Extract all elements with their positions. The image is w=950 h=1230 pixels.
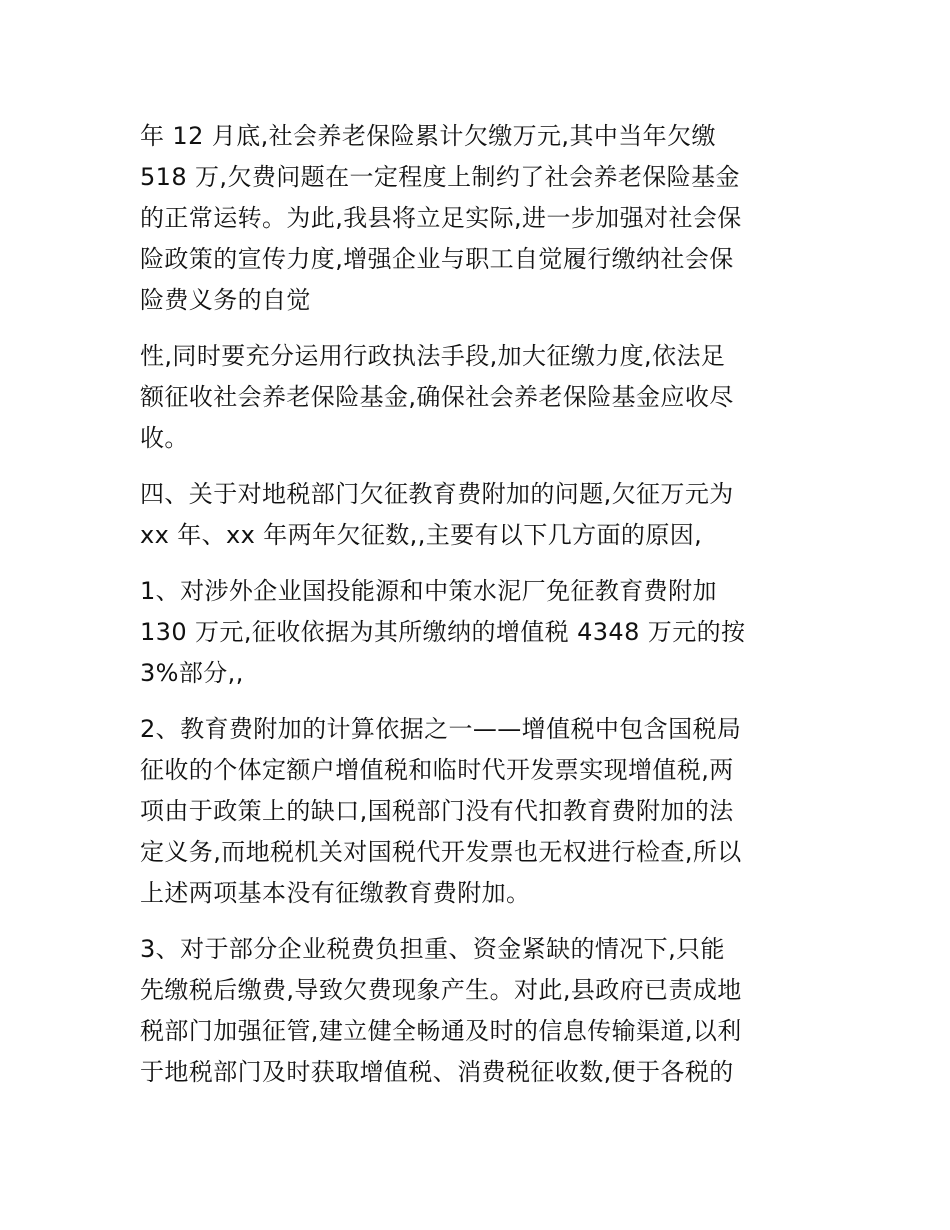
paragraph-pension-arrears: 年 12 月底,社会养老保险累计欠缴万元,其中当年欠缴 518 万,欠费问题在一定程度上制约了社会养老保险基金 的正常运转。为此,我县将立足实际,进一步加强对社会保 险政策的宣传力度,增强企业与职工自觉履行缴纳社会保 险费义务的自觉	[140, 122, 742, 314]
paragraph-reason-two: 2、教育费附加的计算依据之一——增值税中包含国税局 征收的个体定额户增值税和临时代开发票实现增值税,两 项由于政策上的缺口,国税部门没有代扣教育费附加的法 定义务,而地税机关对国税代开发票也无权进行检查,所以 上述两项基本没有征缴教育费附加。	[140, 715, 742, 907]
paragraph-pension-collection: 性,同时要充分运用行政执法手段,加大征缴力度,依法足 额征收社会养老保险基金,确保社会养老保险基金应收尽 收。	[140, 342, 734, 452]
paragraph-reason-one: 1、对涉外企业国投能源和中策水泥厂免征教育费附加 130 万元,征收依据为其所缴纳的增值税 4348 万元的按 3%部分,,	[140, 577, 746, 687]
paragraph-reason-three: 3、对于部分企业税费负担重、资金紧缺的情况下,只能 先缴税后缴费,导致欠费现象产生。对此,县政府已责成地 税部门加强征管,建立健全畅通及时的信息传输渠道,以利 于地税部门及时获取增值税、消费税征收数,便于各税的	[140, 935, 742, 1086]
document-body	[140, 116, 812, 1093]
paragraph-section-four-heading: 四、关于对地税部门欠征教育费附加的问题,欠征万元为 xx 年、xx 年两年欠征数,,主要有以下几方面的原因,	[140, 480, 734, 549]
